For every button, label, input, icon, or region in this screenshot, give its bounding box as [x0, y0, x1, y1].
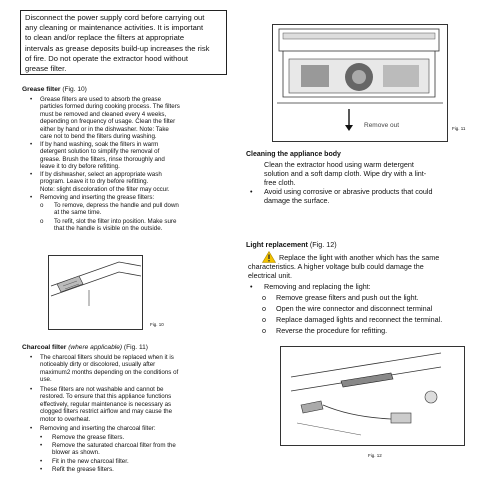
remove-out-label: Remove out [364, 122, 400, 129]
warning-line: Disconnect the power supply cord before carrying out [25, 13, 205, 22]
warning-line: grease filter. [25, 64, 67, 74]
warning-line: to clean and/or replace the filters at appropriate [25, 33, 185, 43]
light-warning-text: Replace the light with another which has the same characteristics. A higher voltage bulb could damage the electrical unit. [248, 253, 440, 280]
warning-line: intervals as grease deposits build-up increases the risk [25, 43, 210, 53]
cleaning-body-text: Clean the extractor hood using warm detergent solution and a soft damp cloth. Wipe dry with a lint- free cloth. [264, 160, 427, 187]
grease-filter-heading: Grease filter (Fig. 10) [22, 86, 87, 93]
fig12-label: Fig. 12 [368, 453, 382, 458]
warning-line: of fire. Do not operate the extractor hood without [25, 53, 188, 63]
hood-charcoal-filter-icon [273, 25, 447, 141]
fig12-illustration [280, 346, 465, 446]
light-replacement-icon [281, 347, 464, 445]
charcoal-filter-heading: Charcoal filter (where applicable) (Fig. 11) [22, 344, 148, 351]
light-replacement-heading: Light replacement (Fig. 12) [246, 240, 337, 249]
cleaning-body-heading: Cleaning the appliance body [246, 151, 341, 158]
warning-line: any cleaning or maintenance activities. It is important [25, 23, 204, 33]
fig11-illustration [272, 24, 448, 142]
fig10-label: Fig. 10 [150, 322, 164, 327]
grease-filter-removal-icon [49, 256, 142, 329]
warning-box [20, 10, 227, 75]
fig11-label: Fig. 11 [452, 126, 466, 131]
fig10-illustration [48, 255, 143, 330]
